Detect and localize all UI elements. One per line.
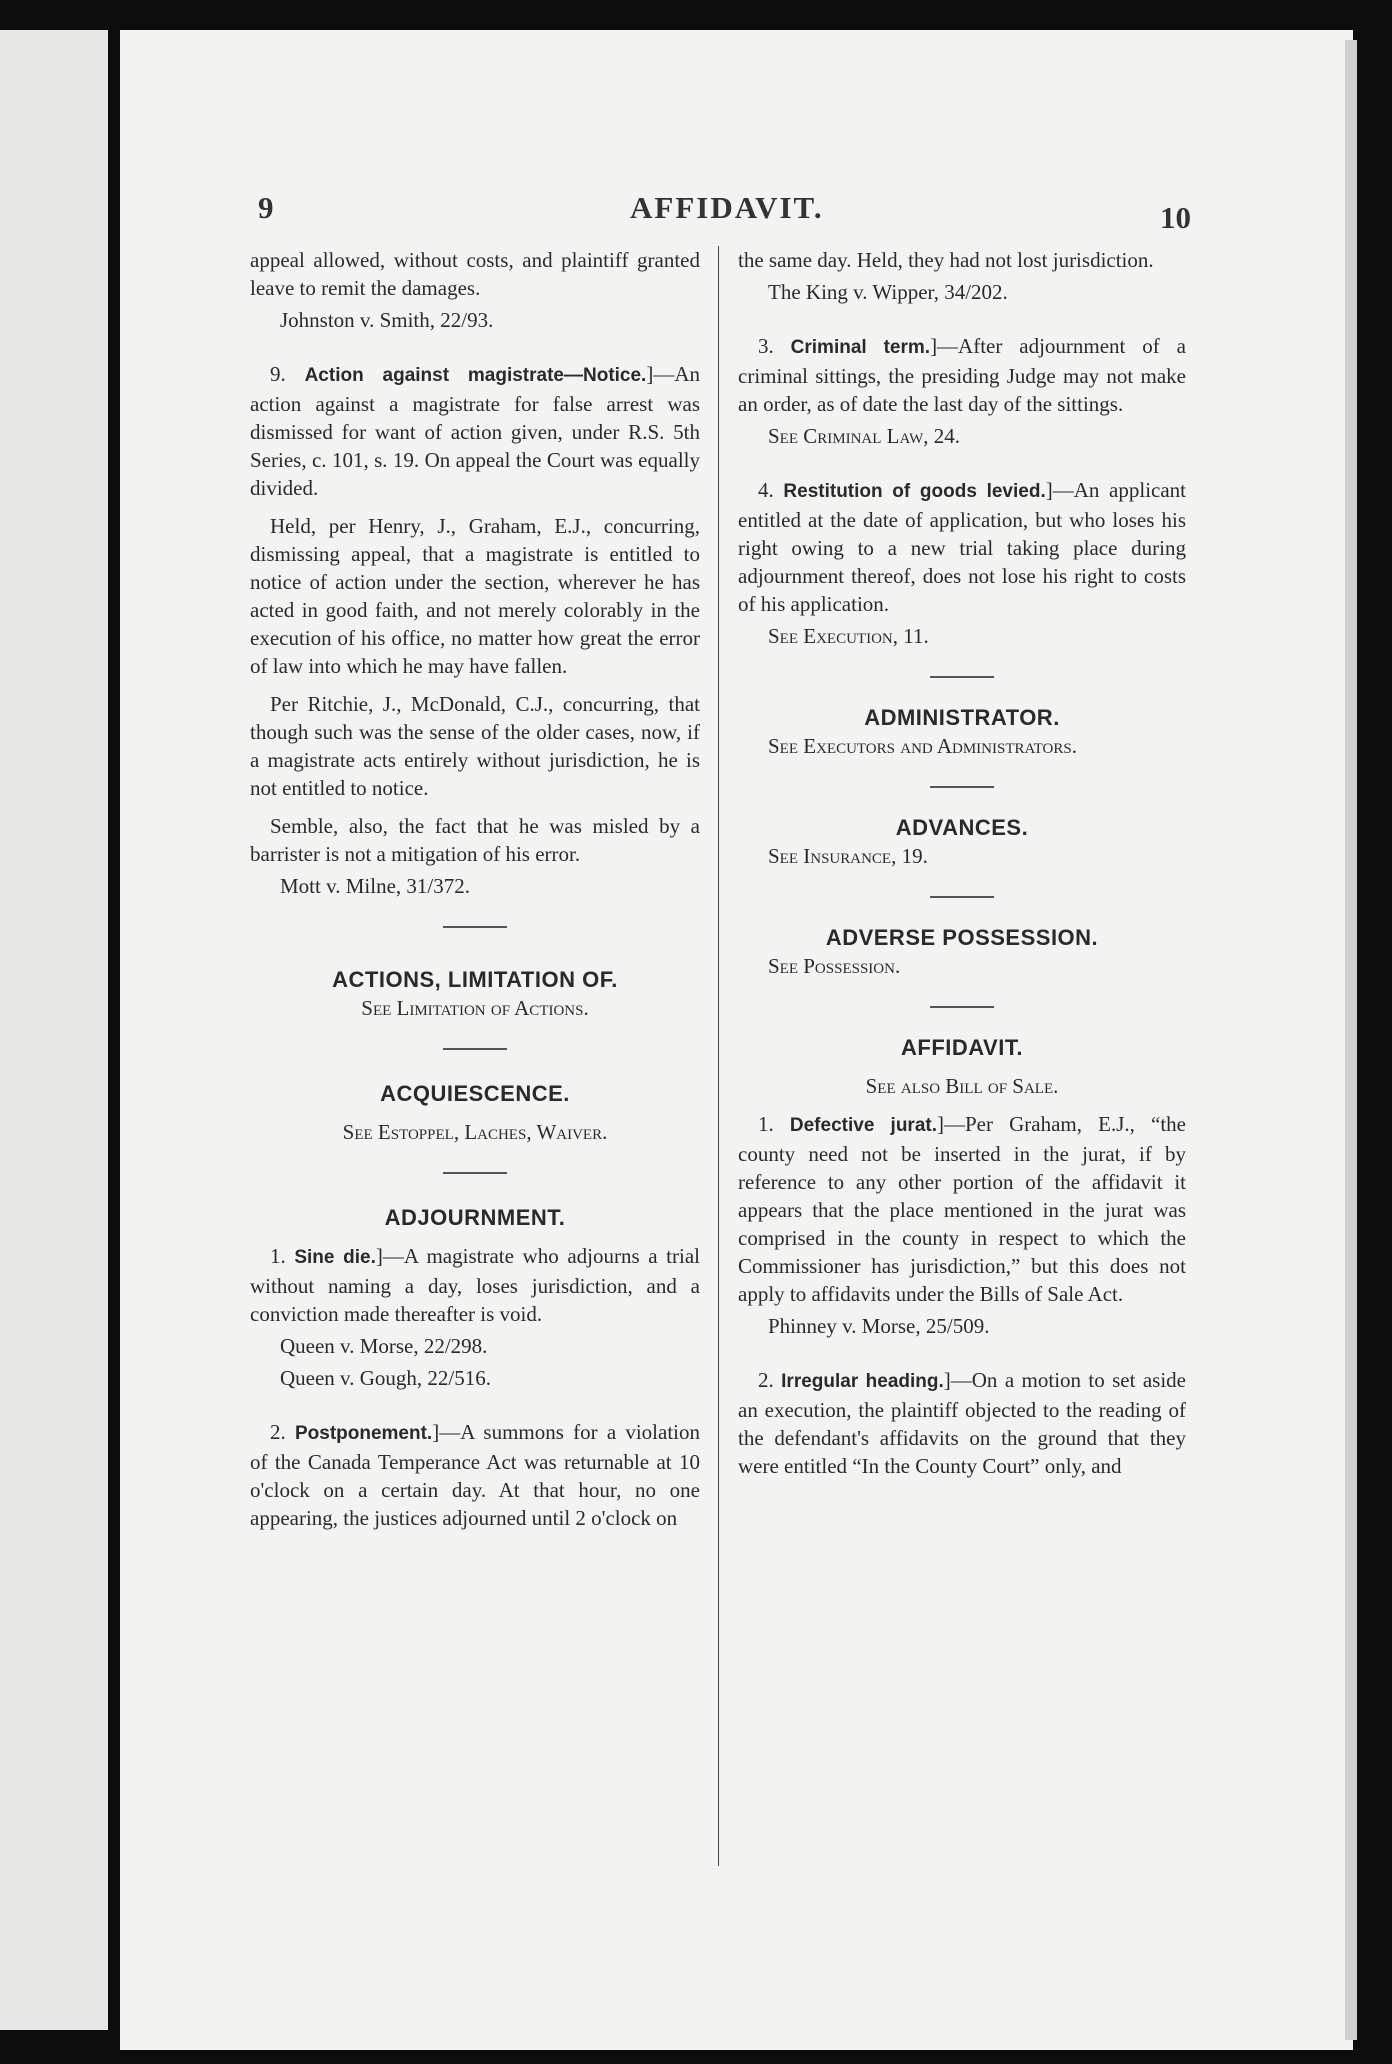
entry-text: ]—A magistrate who adjourns a trial without naming a day, loses jurisdiction, and a conviction made thereafter is void.	[250, 1244, 700, 1326]
page-edge-shadow	[1345, 40, 1357, 2040]
entry-title: Action against magistrate—Notice.	[304, 365, 647, 386]
right-column	[738, 246, 1186, 1480]
page-number-right: 10	[1160, 200, 1191, 235]
entry-title: Defective jurat.	[789, 1115, 937, 1136]
entry-title: Irregular heading.	[781, 1371, 944, 1392]
heading-actions-limitation: ACTIONS, LIMITATION OF.	[332, 967, 618, 992]
heading-affidavit: AFFIDAVIT.	[901, 1035, 1023, 1060]
continuation-text: the same day. Held, they had not lost jurisdiction.	[738, 248, 1154, 272]
paragraph: Semble, also, the fact that he was misled by a barrister is not a mitigation of his error.	[250, 814, 700, 866]
entry-number: 1.	[270, 1244, 286, 1268]
case-citation: Queen v. Morse, 22/298.	[280, 1334, 488, 1358]
heading-adjournment: ADJOURNMENT.	[384, 1205, 566, 1230]
entry-text: ]—After adjournment of a criminal sittings, the presiding Judge may not make an order, as of date the last day of the sittings.	[738, 334, 1186, 416]
see-reference: See Estoppel, Laches, Waiver.	[342, 1120, 608, 1144]
heading-administrator: ADMINISTRATOR.	[864, 705, 1060, 730]
see-reference: See Insurance, 19.	[768, 844, 928, 868]
see-reference: See Executors and Administrators.	[768, 734, 1077, 758]
paragraph: Held, per Henry, J., Graham, E.J., concurring, dismissing appeal, that a magistrate is entitled to notice of action under the section, wherever he has acted in good faith, and not merely colorably in the execution of his office, no matter how great the error of law into which he may have fallen.	[250, 514, 700, 678]
entry-1-sine-die	[250, 1242, 700, 1328]
previous-page-edge	[0, 30, 108, 2030]
entry-text: ]—An action against a magistrate for false arrest was dismissed for want of action given, under R.S. 5th Series, c. 101, s. 19. On appeal the Court was equally divided.	[250, 362, 701, 500]
entry-4-restitution	[738, 476, 1186, 618]
case-citation: The King v. Wipper, 34/202.	[768, 280, 1008, 304]
paragraph: Per Ritchie, J., McDonald, C.J., concurring, that though such was the sense of the older cases, now, if a magistrate acts entirely without jurisdiction, he is not entitled to notice.	[250, 692, 700, 800]
entry-number: 4.	[758, 478, 774, 502]
entry-3-criminal-term	[738, 332, 1186, 418]
see-reference: See also Bill of Sale.	[865, 1074, 1059, 1098]
entry-text: ]—Per Graham, E.J., “the county need not be inserted in the jurat, if by reference to any other portion of the affidavit it appears that the place mentioned in the jurat was comprised in the county in respect to which the Commissioner has jurisdiction,” but this does not apply to affidavits under the Bills of Sale Act.	[738, 1112, 1186, 1306]
see-reference: See Execution, 11.	[768, 624, 929, 648]
heading-advances: ADVANCES.	[895, 815, 1029, 840]
heading-acquiescence: ACQUIESCENCE.	[380, 1081, 570, 1106]
entry-9	[250, 360, 700, 502]
continuation-text: appeal allowed, without costs, and plaintiff granted leave to remit the damages.	[250, 248, 700, 300]
see-reference: See Limitation of Actions.	[361, 996, 589, 1020]
entry-title: Criminal term.	[790, 337, 931, 358]
entry-text: ]—A summons for a violation of the Canada Temperance Act was returnable at 10 o'clock on a certain day. At that hour, no one appearing, the justices adjourned until 2 o'clock on	[250, 1420, 701, 1530]
column-divider	[718, 246, 719, 1866]
heading-adverse-possession: ADVERSE POSSESSION.	[825, 925, 1099, 950]
entry-title: Sine die.	[294, 1247, 376, 1268]
entry-number: 3.	[758, 334, 774, 358]
page-number-left: 9	[258, 190, 274, 225]
entry-1-defective-jurat	[738, 1110, 1186, 1308]
case-citation: Mott v. Milne, 31/372.	[280, 874, 470, 898]
entry-2-postponement	[250, 1418, 700, 1532]
case-citation: Phinney v. Morse, 25/509.	[768, 1314, 990, 1338]
entry-text: ]—An applicant entitled at the date of application, but who loses his right owing to a new trial taking place during adjournment thereof, does not lose his right to costs of his application.	[738, 478, 1187, 616]
left-column	[250, 246, 700, 1532]
running-title: AFFIDAVIT.	[630, 190, 824, 225]
see-reference: See Possession.	[768, 954, 901, 978]
entry-number: 2.	[270, 1420, 286, 1444]
entry-2-irregular-heading	[738, 1366, 1186, 1480]
entry-number: 9.	[270, 362, 286, 386]
entry-title: Restitution of goods levied.	[783, 481, 1046, 502]
entry-number: 2.	[758, 1368, 774, 1392]
see-reference: See Criminal Law, 24.	[768, 424, 961, 448]
entry-number: 1.	[758, 1112, 774, 1136]
entry-text: ]—On a motion to set aside an execution, the plaintiff objected to the reading of the defendant's affidavits on the ground that they were entitled “In the County Court” only, and	[738, 1368, 1187, 1478]
case-citation: Johnston v. Smith, 22/93.	[280, 308, 494, 332]
case-citation: Queen v. Gough, 22/516.	[280, 1366, 491, 1390]
entry-title: Postponement.	[294, 1423, 433, 1444]
